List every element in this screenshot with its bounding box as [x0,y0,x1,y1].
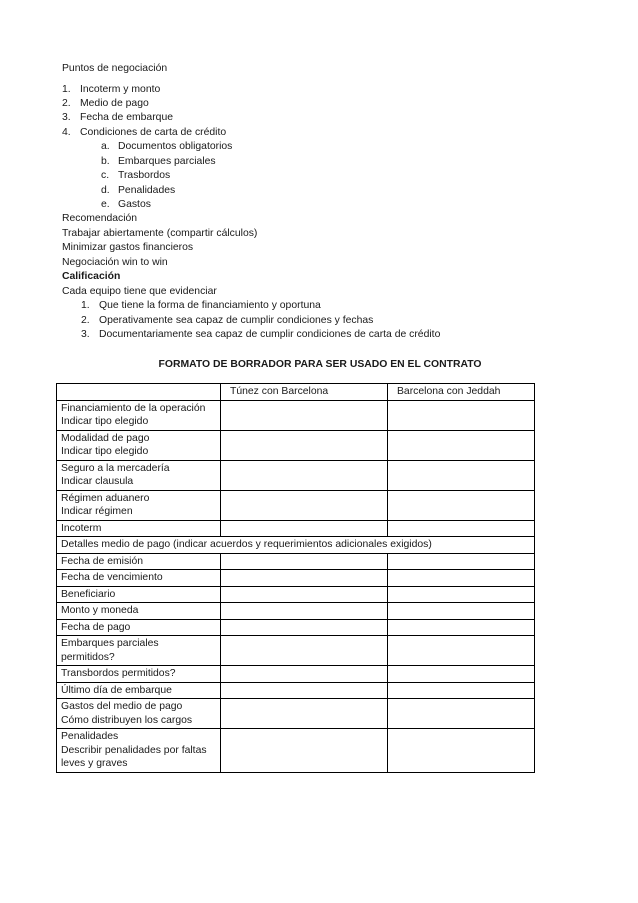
input-cell[interactable] [388,586,535,603]
row-label: Fecha de emisión [57,553,221,570]
input-cell[interactable] [388,699,535,729]
input-cell[interactable] [221,400,388,430]
input-cell[interactable] [388,636,535,666]
grading-intro: Cada equipo tiene que evidenciar [62,286,217,297]
input-cell[interactable] [221,682,388,699]
row-label: Fecha de vencimiento [57,570,221,587]
table-row [57,460,535,490]
row-label: Fecha de pago [57,619,221,636]
credit-condition: b. Embarques parciales [101,156,216,167]
input-cell[interactable] [221,490,388,520]
input-cell[interactable] [388,729,535,773]
table-header-row [57,384,535,401]
credit-condition: d. Penalidades [101,185,176,196]
input-cell[interactable] [221,520,388,537]
input-cell[interactable] [388,570,535,587]
recommendation-line: Trabajar abiertamente (compartir cálculos) [62,228,258,239]
row-label: Penalidades Describir penalidades por faltas leves y graves [57,729,221,773]
credit-condition: a. Documentos obligatorios [101,141,233,152]
grading-item: 1. Que tiene la forma de financiamiento y oportuna [81,300,321,311]
table-row [57,603,535,620]
input-cell[interactable] [388,603,535,620]
negotiation-point: 3. Fecha de embarque [62,112,173,123]
header-cell-barcelona-jeddah: Barcelona con Jeddah [388,384,535,401]
recommendation-line: Minimizar gastos financieros [62,242,194,253]
input-cell[interactable] [388,430,535,460]
negotiation-point: 2. Medio de pago [62,98,149,109]
negotiation-point: 4. Condiciones de carta de crédito [62,127,227,138]
input-cell[interactable] [221,553,388,570]
input-cell[interactable] [388,682,535,699]
table-row [57,666,535,683]
input-cell[interactable] [388,460,535,490]
input-cell[interactable] [221,460,388,490]
table-row [57,520,535,537]
table-span-row [57,537,535,554]
input-cell[interactable] [388,520,535,537]
input-cell[interactable] [388,619,535,636]
negotiation-point: 1. Incoterm y monto [62,84,161,95]
header-cell-tunez-barcelona: Túnez con Barcelona [221,384,388,401]
input-cell[interactable] [221,586,388,603]
grading-item: 3. Documentariamente sea capaz de cumplir condiciones de carta de crédito [81,329,441,340]
recommendation-title: Recomendación [62,213,138,224]
input-cell[interactable] [388,490,535,520]
row-label: Financiamiento de la operación Indicar tipo elegido [57,400,221,430]
table-row [57,619,535,636]
table-row [57,430,535,460]
table-row [57,400,535,430]
input-cell[interactable] [388,400,535,430]
row-label: Último día de embarque [57,682,221,699]
recommendation-line: Negociación win to win [62,257,168,268]
grading-title: Calificación [62,271,121,282]
input-cell[interactable] [221,636,388,666]
table-row [57,553,535,570]
row-label: Monto y moneda [57,603,221,620]
credit-condition: e. Gastos [101,199,151,210]
row-label: Gastos del medio de pago Cómo distribuyen los cargos [57,699,221,729]
table-row [57,699,535,729]
input-cell[interactable] [221,666,388,683]
input-cell[interactable] [221,699,388,729]
input-cell[interactable] [221,729,388,773]
payment-details-label: Detalles medio de pago (indicar acuerdos y requerimientos adicionales exigidos) [57,537,535,554]
negotiation-heading: Puntos de negociación [62,63,168,74]
table-row [57,490,535,520]
table-row [57,570,535,587]
input-cell[interactable] [388,666,535,683]
input-cell[interactable] [221,570,388,587]
row-label: Beneficiario [57,586,221,603]
table-row [57,729,535,773]
header-cell-empty [57,384,221,401]
row-label: Modalidad de pago Indicar tipo elegido [57,430,221,460]
format-title: FORMATO DE BORRADOR PARA SER USADO EN EL CONTRATO [158,359,482,370]
row-label: Embarques parciales permitidos? [57,636,221,666]
credit-condition: c. Trasbordos [101,170,171,181]
table-row [57,586,535,603]
table-row [57,682,535,699]
row-label: Régimen aduanero Indicar régimen [57,490,221,520]
row-label: Transbordos permitidos? [57,666,221,683]
contract-draft-table [56,383,535,773]
grading-item: 2. Operativamente sea capaz de cumplir condiciones y fechas [81,315,374,326]
input-cell[interactable] [221,619,388,636]
row-label: Seguro a la mercadería Indicar clausula [57,460,221,490]
input-cell[interactable] [388,553,535,570]
row-label: Incoterm [57,520,221,537]
input-cell[interactable] [221,603,388,620]
table-row [57,636,535,666]
input-cell[interactable] [221,430,388,460]
